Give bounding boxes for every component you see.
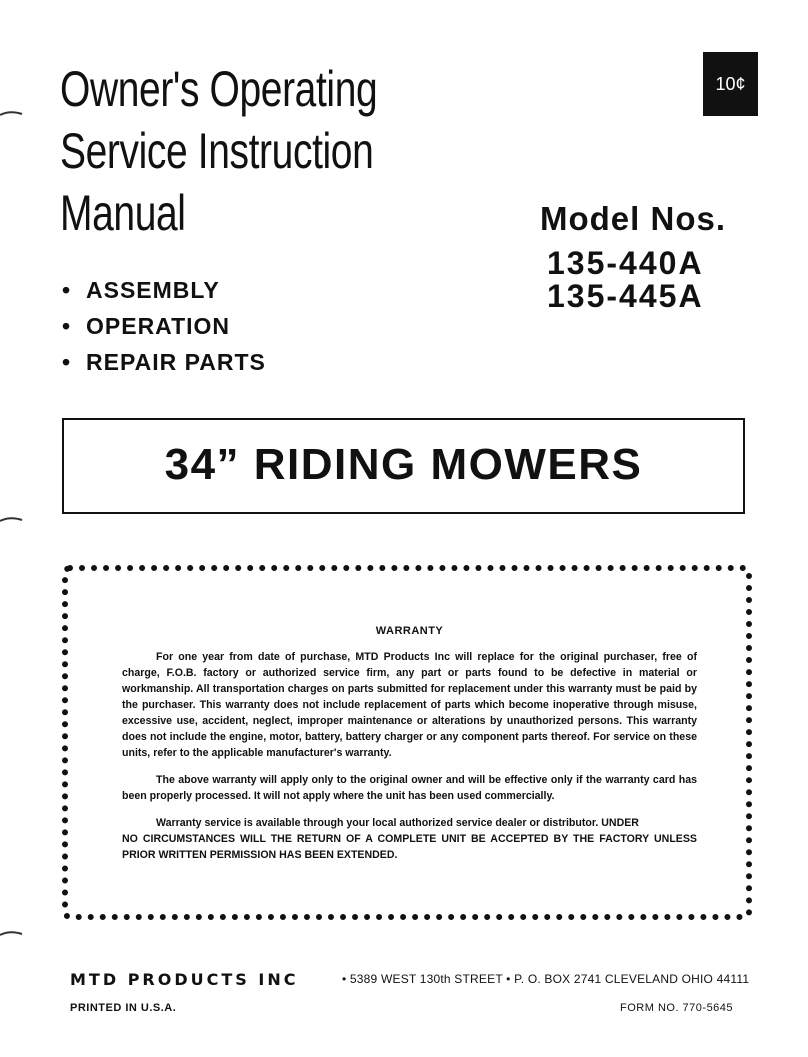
model-number-2: 135-445A <box>547 278 704 314</box>
price-badge: 10¢ <box>703 52 758 116</box>
title-line-2: Service Instruction <box>60 123 374 179</box>
title-line-1: Owner's Operating <box>60 61 378 117</box>
title-line-3: Manual <box>60 185 186 241</box>
model-number-1: 135-440A <box>547 245 704 281</box>
company-name: MTD PRODUCTS INC <box>70 970 299 989</box>
warranty-content <box>122 625 697 874</box>
warranty-paragraph-1: For one year from date of purchase, MTD Products Inc will replace for the original purchaser, free of charge, F.O.B. factory or authorized service firm, any part or parts found to be defective in material or workmanship. All transportation charges on parts submitted for replacement under this warranty must be paid by the purchaser. This warranty does not include replacement of parts which become inoperative through misuse, excessive use, accident, neglect, improper maintenance or alterations by unauthorized persons. This warranty does not include the engine, motor, battery, battery charger or any component parts thereof. For service on these units, refer to the applicable manufacturer's warranty. <box>122 651 697 759</box>
margin-mark <box>0 516 24 524</box>
contents-item-label: REPAIR PARTS <box>86 349 266 375</box>
contents-list <box>62 272 266 380</box>
company-address: • 5389 WEST 130th STREET • P. O. BOX 2741 CLEVELAND OHIO 44111 <box>342 972 750 986</box>
warranty-paragraph-2: The above warranty will apply only to the original owner and will be effective only if the warranty card has been properly processed. It will not apply where the unit has been used commercially. <box>122 774 697 802</box>
contents-item-operation <box>62 308 266 344</box>
model-label: Model Nos. <box>540 200 727 237</box>
warranty-heading: WARRANTY <box>375 625 444 637</box>
bullet-icon: • <box>62 313 72 339</box>
warranty-paragraph-3b: NO CIRCUMSTANCES WILL THE RETURN OF A COMPLETE UNIT BE ACCEPTED BY THE FACTORY UNLESS PRIOR WRITTEN PERMISSION HAS BEEN EXTENDED. <box>122 833 697 861</box>
contents-item-label: OPERATION <box>86 313 231 339</box>
margin-mark <box>0 110 24 118</box>
form-number: FORM NO. 770-5645 <box>620 1002 734 1014</box>
margin-mark <box>0 930 24 938</box>
warranty-box <box>62 565 752 920</box>
product-banner-text: 34” RIDING MOWERS <box>164 440 643 489</box>
product-banner <box>62 418 745 514</box>
contents-item-repair-parts <box>62 344 266 380</box>
contents-item-label: ASSEMBLY <box>86 277 220 303</box>
printed-in: PRINTED IN U.S.A. <box>70 1002 177 1014</box>
bullet-icon: • <box>62 349 72 375</box>
contents-item-assembly <box>62 272 266 308</box>
manual-title <box>60 58 403 244</box>
bullet-icon: • <box>62 277 72 303</box>
warranty-paragraph-3a: Warranty service is available through your local authorized service dealer or distributor. UNDER <box>156 817 639 829</box>
